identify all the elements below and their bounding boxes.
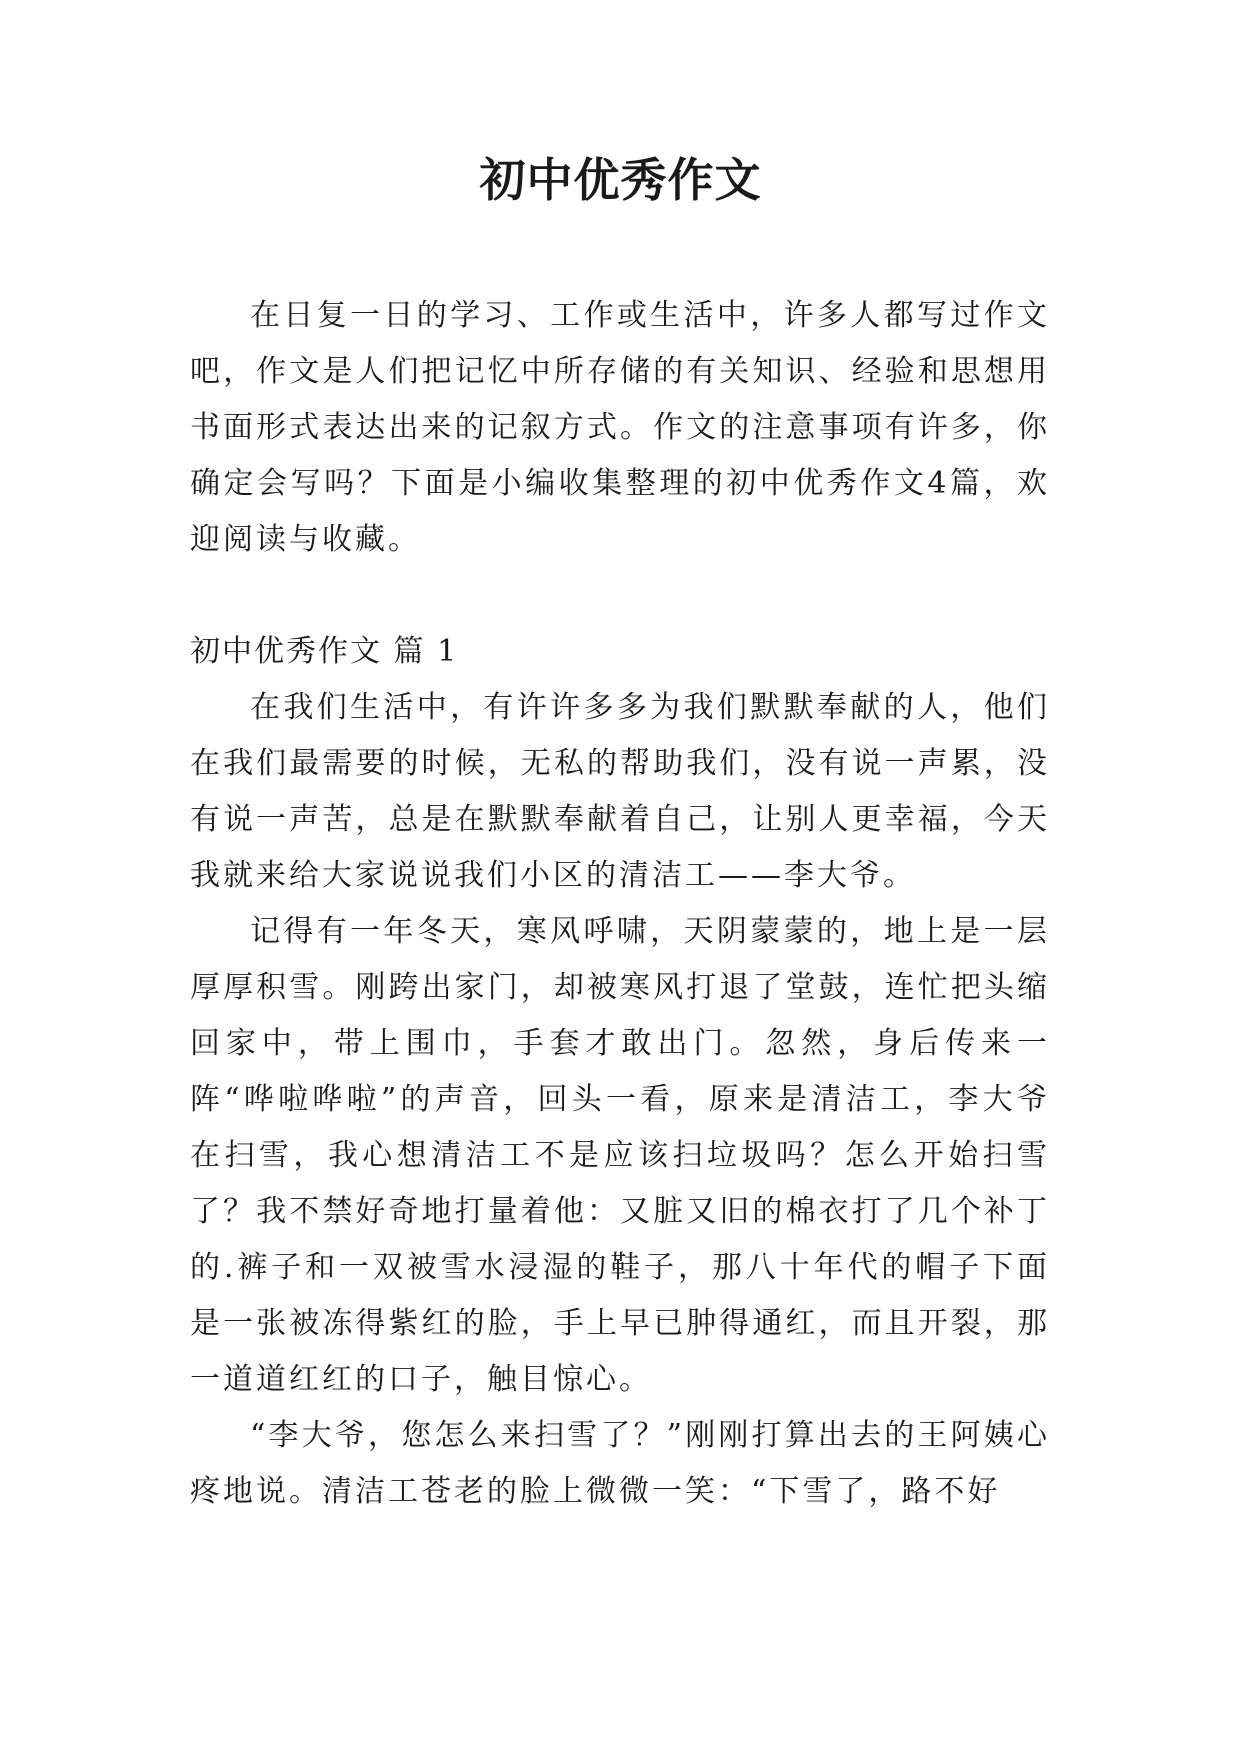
body-paragraph-1: 在我们生活中，有许许多多为我们默默奉献的人，他们在我们最需要的时候，无私的帮助我们，没有说一声累，没有说一声苦，总是在默默奉献着自己，让别人更幸福，今天我就来给大家说说我们小区的清洁工——李大爷。 [190,690,1050,893]
section-heading: 初中优秀作文 篇 1 [190,634,459,669]
intro-paragraph: 在日复一日的学习、工作或生活中，许多人都写过作文吧，作文是人们把记忆中所存储的有关知识、经验和思想用书面形式表达出来的记叙方式。作文的注意事项有许多，你确定会写吗？下面是小编收集整理的初中优秀作文4篇，欢迎阅读与收藏。 [190,298,1050,557]
body-paragraph-3: “李大爷，您怎么来扫雪了？”刚刚打算出去的王阿姨心疼地说。清洁工苍老的脸上微微一笑：“下雪了，路不好 [190,1418,1050,1509]
document-title: 初中优秀作文 [479,153,762,207]
document-body [190,288,1050,1520]
body-paragraph-2: 记得有一年冬天，寒风呼啸，天阴蒙蒙的，地上是一层厚厚积雪。刚跨出家门，却被寒风打退了堂鼓，连忙把头缩回家中，带上围巾，手套才敢出门。忽然，身后传来一阵“哗啦哗啦”的声音，回头一看，原来是清洁工，李大爷在扫雪，我心想清洁工不是应该扫垃圾吗？怎么开始扫雪了？我不禁好奇地打量着他：又脏又旧的棉衣打了几个补丁的.裤子和一双被雪水浸湿的鞋子，那八十年代的帽子下面是一张被冻得紫红的脸，手上早已肿得通红，而且开裂，那一道道红红的口子，触目惊心。 [190,914,1050,1397]
